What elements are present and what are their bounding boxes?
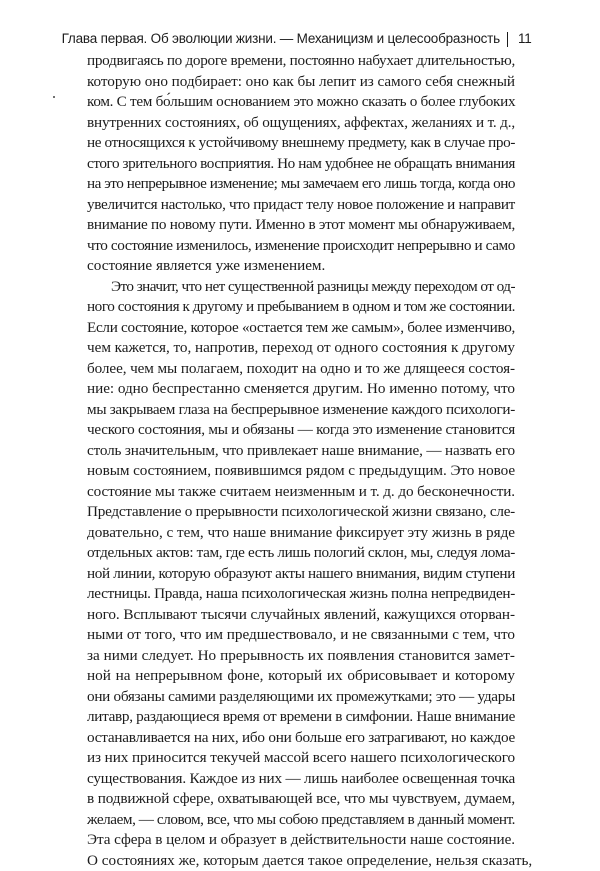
text-line: ного. Всплывают тысячи случайных явлений, кажущихся оторван- xyxy=(87,605,515,626)
text-line: которую оно подбирает: оно как бы лепит из самого себя снежный xyxy=(87,72,515,93)
text-line: ной линии, которую образуют акты нашего внимания, видим ступени xyxy=(87,564,515,585)
text-line: новым состоянием, появившимся рядом с предыдущим. Это новое xyxy=(87,461,515,482)
text-line: мы закрываем глаза на беспрерывное изменение каждого психологи- xyxy=(87,400,515,421)
chapter-title: Глава первая. Об эволюции жизни. — Механицизм и целесообразность xyxy=(62,31,500,46)
running-header xyxy=(0,31,600,51)
text-line: внимание по новому пути. Именно в этот момент мы обнаруживаем, xyxy=(87,215,515,236)
text-line: чем кажется, то, напротив, переход от одного состояния к другому xyxy=(87,338,515,359)
text-line: увеличится настолько, что придаст телу новое положение и направит xyxy=(87,195,515,216)
text-line: О состояниях же, которым дается такое определение, нельзя сказать, xyxy=(87,851,515,871)
text-line: ком. С тем бо́льшим основанием это можно сказать о более глубоких xyxy=(87,92,515,113)
text-line: из них приносится текучей массой всего нашего психологического xyxy=(87,748,515,769)
text-line: желаем, — словом, все, что мы собою представляем в данный момент. xyxy=(87,810,515,831)
text-line: на это непрерывное изменение; мы замечаем его лишь тогда, когда оно xyxy=(87,174,515,195)
body-text xyxy=(87,51,515,871)
text-line: состояние мы также считаем неизменным и т. д. до бесконечности. xyxy=(87,482,515,503)
text-line: ными от того, что им предшествовало, и не связанными с тем, что xyxy=(87,625,515,646)
text-line: ного состояния к другому и пребыванием в одном и том же состоянии. xyxy=(87,297,515,318)
text-line: отдельных актов: там, где есть лишь пологий склон, мы, следуя лома- xyxy=(87,543,515,564)
text-line: ной на непрерывном фоне, который их обрисовывает и которому xyxy=(87,666,515,687)
text-line: существования. Каждое из них — лишь наиболее освещенная точка xyxy=(87,769,515,790)
text-line: довательно, с тем, что наше внимание фиксирует эту жизнь в ряде xyxy=(87,523,515,544)
page-number: 11 xyxy=(518,31,532,46)
text-line: состояние является уже изменением. xyxy=(87,256,515,277)
text-line: ческого состояния, мы и обязаны — когда это изменение становится xyxy=(87,420,515,441)
text-line: ние: одно беспрестанно сменяется другим. Но именно потому, что xyxy=(87,379,515,400)
text-line: останавливается на них, ибо они больше его затрагивают, но каждое xyxy=(87,728,515,749)
text-line: внутренних состояниях, об ощущениях, аффектах, желаниях и т. д., xyxy=(87,113,515,134)
text-line: столь значительным, что привлекает наше внимание, — назвать его xyxy=(87,441,515,462)
text-line: стого зрительного восприятия. Но нам удобнее не обращать внимания xyxy=(87,154,515,175)
text-line: лестницы. Правда, наша психологическая жизнь полна непредвиден- xyxy=(87,584,515,605)
text-line: литавр, раздающиеся время от времени в симфонии. Наше внимание xyxy=(87,707,515,728)
text-line: они обязаны самими разделяющими их промежутками; это — удары xyxy=(87,687,515,708)
text-line: не относящихся к устойчивому внешнему предмету, как в случае про- xyxy=(87,133,515,154)
text-line: продвигаясь по дороге времени, постоянно набухает длительностью, xyxy=(87,51,515,72)
text-line: Это значит, что нет существенной разницы между переходом от од- xyxy=(87,277,515,298)
text-line: Представление о прерывности психологической жизни связано, сле- xyxy=(87,502,515,523)
margin-mark xyxy=(53,96,55,98)
text-line: Эта сфера в целом и образует в действительности наше состояние. xyxy=(87,830,515,851)
text-line: более, чем мы полагаем, походит на одно и то же длящееся состоя- xyxy=(87,359,515,380)
text-line: что состояние изменилось, изменение происходит непрерывно и само xyxy=(87,236,515,257)
text-line: в подвижной сфере, охватывающей все, что мы чувствуем, думаем, xyxy=(87,789,515,810)
text-line: Если состояние, которое «остается тем же самым», более изменчиво, xyxy=(87,318,515,339)
header-separator xyxy=(507,32,508,47)
text-line: за ними следует. Но прерывность их появления становится замет- xyxy=(87,646,515,667)
